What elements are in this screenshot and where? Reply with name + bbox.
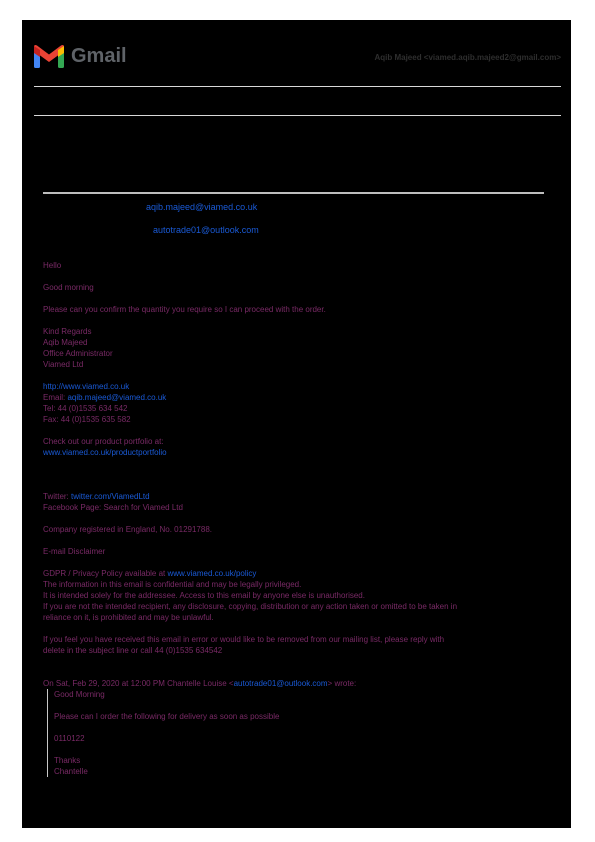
email-label: Email: [43,393,68,402]
recipient-address[interactable]: aqib.majeed@viamed.co.uk [146,202,258,212]
disclaimer-line: The information in this email is confidential and may be legally privileged. [43,580,302,589]
signature-email-link[interactable]: aqib.majeed@viamed.co.uk [67,393,167,402]
gdpr-label: GDPR / Privacy Policy available at [43,569,168,578]
email-page [22,20,571,828]
sign-off: Kind Regards [43,327,92,336]
quoted-name: Chantelle [54,767,88,776]
quoted-sender-link[interactable]: autotrade01@outlook.com [233,679,328,688]
fax-line: Fax: 44 (0)1535 635 582 [43,415,131,424]
disclaimer-heading: E-mail Disclaimer [43,547,106,556]
greeting: Hello [43,261,62,270]
sender-address[interactable]: autotrade01@outlook.com [153,225,259,235]
divider [43,192,544,194]
brand-name: Gmail [71,44,127,67]
twitter-link[interactable]: twitter.com/ViamedLtd [71,492,150,501]
gmail-m-icon [33,44,65,68]
signature-name: Aqib Majeed [43,338,88,347]
disclaimer-line: It is intended solely for the addressee. Access to this email by anyone else is unauthorised. [43,591,365,600]
twitter-label: Twitter: [43,492,72,501]
disclaimer-line: reliance on it, is prohibited and may be unlawful. [43,613,214,622]
signature-company: Viamed Ltd [43,360,84,369]
registration-line: Company registered in England, No. 01291788. [43,525,212,534]
facebook-line: Facebook Page: Search for Viamed Ltd [43,503,183,512]
quote-intro: On Sat, Feb 29, 2020 at 12:00 PM Chantelle Louise <autotrade01@outlook.com> wrote: [43,679,357,688]
quoted-message [47,689,558,777]
quoted-greeting: Good Morning [54,690,105,699]
tel-line: Tel: 44 (0)1535 634 542 [43,404,128,413]
disclaimer-line: If you are not the intended recipient, any disclosure, copying, distribution or any action taken or omitted to be taken in [43,602,458,611]
quoted-request: Please can I order the following for delivery as soon as possible [54,712,280,721]
quoted-thanks: Thanks [54,756,81,765]
signature-role: Office Administrator [43,349,113,358]
portfolio-link[interactable]: www.viamed.co.uk/productportfolio [43,448,167,457]
account-address: Aqib Majeed <viamed.aqib.majeed2@gmail.com> [374,53,561,62]
divider [34,115,561,116]
good-morning: Good morning [43,283,94,292]
quoted-item: 0110122 [54,734,85,743]
website-link[interactable]: http://www.viamed.co.uk [43,382,130,391]
request-text: Please can you confirm the quantity you require so I can proceed with the order. [43,305,326,314]
gmail-logo [33,42,127,70]
removal-line: If you feel you have received this email in error or would like to be removed from our mailing list, please reply with [43,635,445,644]
removal-line: delete in the subject line or call 44 (0)1535 634542 [43,646,223,655]
divider [34,86,561,87]
policy-link[interactable]: www.viamed.co.uk/policy [167,569,257,578]
message-body [43,260,558,777]
portfolio-text: Check out our product portfolio at: [43,437,164,446]
